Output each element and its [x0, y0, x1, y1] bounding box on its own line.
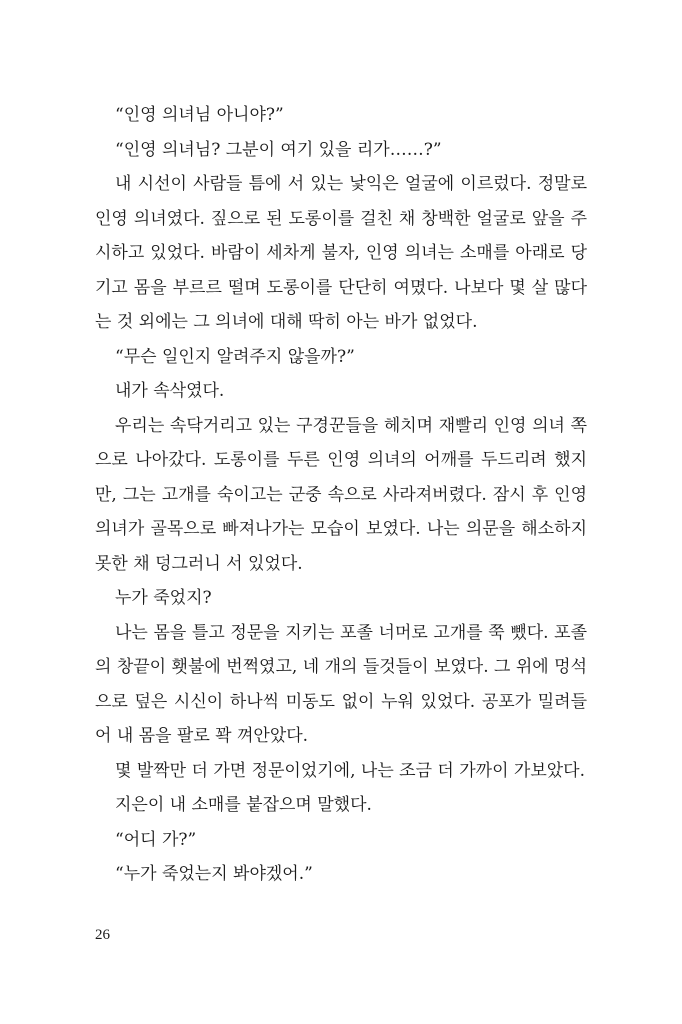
paragraph: “어디 가?” [115, 829, 197, 850]
paragraph: 나는 몸을 틀고 정문을 지키는 포졸 너머로 고개를 쭉 뺐다. 포졸의 창끝이 횃불에 번쩍였고, 네 개의 들것들이 보였다. 그 위에 멍석으로 덮은 시신이 하나씩 미동도 없이 누워 있었다. 공포가 밀려들어 내 몸을 팔로 꽉 껴안았다. [95, 622, 587, 746]
paragraph: “인영 의녀님 아니야?” [115, 105, 284, 125]
body-text [95, 98, 587, 892]
paragraph: 누가 죽었지? [115, 588, 212, 608]
paragraph: “누가 죽었는지 봐야겠어.” [115, 864, 313, 884]
paragraph: 몇 발짝만 더 가면 정문이었기에, 나는 조금 더 가까이 가보았다. [115, 760, 585, 781]
paragraph: 우리는 속닥거리고 있는 구경꾼들을 헤치며 재빨리 인영 의녀 쪽으로 나아갔다. 도롱이를 두른 인영 의녀의 어깨를 두드리려 했지만, 그는 고개를 숙이고는 군중 속으로 사라져버렸다. 잠시 후 인영 의녀가 골목으로 빠져나가는 모습이 보였다. 나는 의문을 해소하지 못한 채 덩그러니 서 있었다. [95, 415, 587, 574]
paragraph: 내 시선이 사람들 틈에 서 있는 낯익은 얼굴에 이르렀다. 정말로 인영 의녀였다. 짚으로 된 도롱이를 걸친 채 창백한 얼굴로 앞을 주시하고 있었다. 바람이 세차게 불자, 인영 의녀는 소매를 아래로 당기고 몸을 부르르 떨며 도롱이를 단단히 여몄다. 나보다 몇 살 많다는 것 외에는 그 의녀에 대해 딱히 아는 바가 없었다. [95, 174, 587, 332]
paragraph: “인영 의녀님? 그분이 여기 있을 리가……?” [115, 139, 442, 160]
paragraph: 지은이 내 소매를 붙잡으며 말했다. [115, 795, 372, 815]
paragraph: 내가 속삭였다. [115, 381, 225, 401]
paragraph: “무슨 일인지 알려주지 않을까?” [115, 346, 355, 367]
page-number: 26 [95, 927, 110, 943]
